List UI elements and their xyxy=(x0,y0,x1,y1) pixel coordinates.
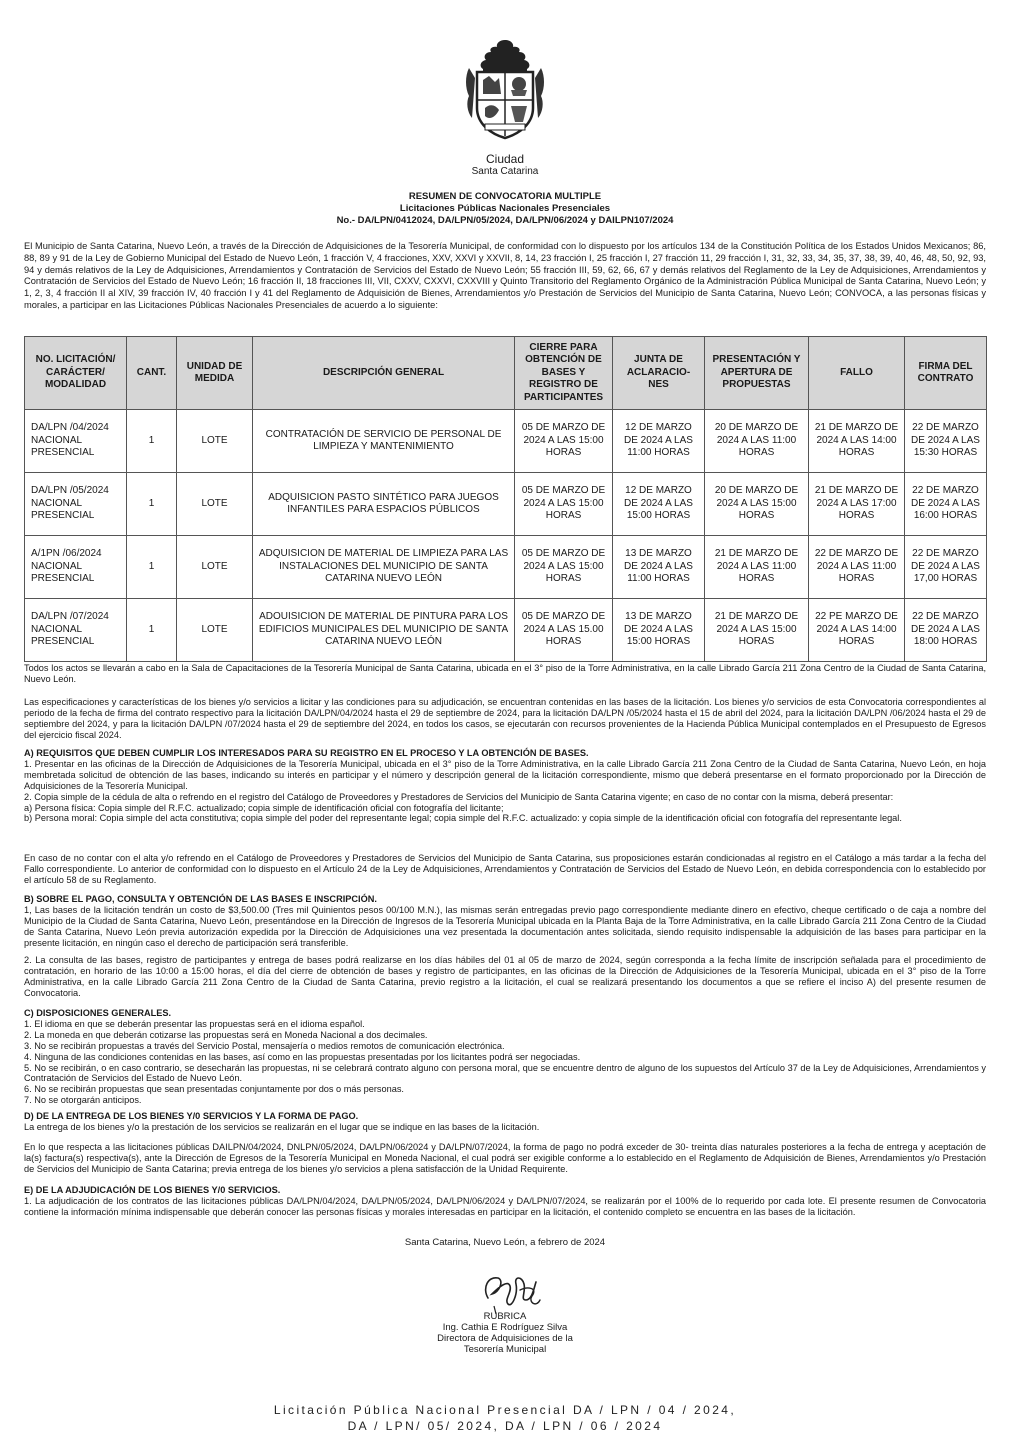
list-item: 7. No se otorgarán anticipos. xyxy=(24,1095,142,1106)
cell-descripcion: ADQUISICION PASTO SINTÉTICO PARA JUEGOS INFANTILES PARA ESPACIOS PÚBLICOS xyxy=(253,473,515,536)
section-a-title: A) REQUISITOS QUE DEBEN CUMPLIR LOS INTERESADOS PARA SU REGISTRO EN EL PROCESO Y LA OBTENCIÓN DE BASES. xyxy=(24,748,589,758)
cell-presentacion: 21 DE MARZO DE 2024 A LAS 11:00 HORAS xyxy=(705,536,809,599)
cell-firma: 22 DE MARZO DE 2024 A LAS 18:00 HORAS xyxy=(905,599,987,662)
col-header-firma: FIRMA DEL CONTRATO xyxy=(905,337,987,410)
section-a-item-1: 1. Presentar en las oficinas de la Dirección de Adquisiciones de la Tesorería Municipal, ubicada en el 3° piso de la Torre Administrativa, en la calle Librado García 211 Zona Centro de la Ciudad de Santa Catarina, Nuevo León, en hoja membretada solicitud de obtención de las bases, indicando su interés en participar y el número y descripción general de la licitación correspondiente, mismo que deberá presentarse en el formato proporcionado por la Dirección de Adquisiciones de la Tesorería Municipal. xyxy=(24,758,986,791)
cell-cantidad: 1 xyxy=(127,599,177,662)
city-name: Ciudad xyxy=(485,152,525,166)
catalog-paragraph: En caso de no contar con el alta y/o refrendo en el Catálogo de Proveedores y Prestadores de Servicios del Municipio de Santa Catarina, sus proposiciones estarán condicionadas al registro en el Catálogo a más tardar a la fecha del Fallo correspondiente. Lo anterior de conformidad con lo dispuesto en el Artículo 24 de la Ley de Adquisiciones, Arrendamientos y Contratación de Servicios del Estado de Nuevo León, en debida correspondencia con lo establecido por el artículo 58 de su Reglamento. xyxy=(24,853,986,885)
cell-unidad: LOTE xyxy=(177,410,253,473)
city-subtitle: Santa Catarina xyxy=(471,166,539,177)
section-b xyxy=(24,894,986,949)
cell-fallo: 21 DE MARZO DE 2024 A LAS 14:00 HORAS xyxy=(809,410,905,473)
section-c-title: C) DISPOSICIONES GENERALES. xyxy=(24,1008,172,1018)
list-item: 4. Ninguna de las condiciones contenidas en las bases, así como en las propuestas presentadas por los licitantes podrá ser negociadas. xyxy=(24,1051,581,1062)
cell-junta: 13 DE MARZO DE 2024 A LAS 11:00 HORAS xyxy=(613,536,705,599)
col-header-descripcion: DESCRIPCIÓN GENERAL xyxy=(253,337,515,410)
footer-line-2: DA / LPN/ 05/ 2024, DA / LPN / 06 / 2024 xyxy=(347,1419,663,1433)
document-subtitle: Licitaciones Públicas Nacionales Presenciales xyxy=(399,203,611,214)
intro-paragraph: El Municipio de Santa Catarina, Nuevo León, a través de la Dirección de Adquisiciones de la Tesorería Municipal, de conformidad con lo dispuesto por los artículos 134 de la Constitución Política de los Estados Unidos Mexicanos; 86, 88, 89 y 91 de la Ley de Gobierno Municipal del Estado de Nuevo León, 1 fracción V, 4 fracciones, XXV, XXVI y XXVII, 8, 14, 23 fracción I, 25 fracción I, 27 fracción 11, 29 fracción I, 31, 32, 33, 34, 35, 37, 38, 39, 40, 46, 48, 50, 92, 93, 94 y demás relativos de la Ley de Adquisiciones, Arrendamientos y Contratación de Servicios del Estado de Nuevo León; 55 fracción III, 59, 62, 66, 67 y demás relativos del Reglamento de la Ley de Adquisiciones, Arrendamientos y Contratación de Servicios del Estado de Nuevo León; 16 fracción II, 18 fracciones III, VII, CXXV, CXXVI, CXXVIII y Quinto Transitorio del Reglamento Orgánico de la Administración Pública Municipal de Santa Catarina, Nuevo León; y 1, 2, 3, 4 fracción II al XIV, 39 fracción IV, 40 fracción I y 41 del Reglamento de Adquisición de Bienes, Arrendamientos y/o Prestación de Servicios del Municipio de Santa Catarina, Nuevo León; CONVOCA, a las personas físicas y morales, a participar en las Licitaciones Públicas Nacionales Presenciales de acuerdo a lo siguiente: xyxy=(24,241,986,310)
cell-licitacion: A/1PN /06/2024 NACIONAL PRESENCIAL xyxy=(25,536,127,599)
list-item: 6. No se recibirán propuestas que sean presentadas conjuntamente por dos o más personas. xyxy=(24,1084,404,1095)
cell-fallo: 22 DE MARZO DE 2024 A LAS 11:00 HORAS xyxy=(809,536,905,599)
col-header-fallo: FALLO xyxy=(809,337,905,410)
section-c xyxy=(24,1008,986,1106)
signer-position: Directora de Adquisiciones de la xyxy=(437,1333,573,1344)
cell-cierre: 05 DE MARZO DE 2024 A LAS 15:00 HORAS xyxy=(515,410,613,473)
place-date: Santa Catarina, Nuevo León, a febrero de 2024 xyxy=(404,1237,606,1248)
section-d xyxy=(24,1111,986,1133)
table-row xyxy=(25,410,987,473)
section-e-item-1: 1. La adjudicación de los contratos de las licitaciones públicas DA/LPN/04/2024, DA/LPN/05/2024, DA/LPN/06/2024 y DA/LPN/07/2024, se realizarán por el 100% de lo requerido por cada lote. El presente resumen de Convocatoria contiene la información mínima indispensable que deberán conocer las personas físicas y morales interesadas en participar en la licitación, el contenido completo se encuentra en las bases de la licitación. xyxy=(24,1195,986,1217)
cell-junta: 12 DE MARZO DE 2024 A LAS 15:00 HORAS xyxy=(613,473,705,536)
cell-firma: 22 DE MARZO DE 2024 A LAS 16:00 HORAS xyxy=(905,473,987,536)
venue-paragraph: Todos los actos se llevarán a cabo en la Sala de Capacitaciones de la Tesorería Municipal de Santa Catarina, ubicada en el 3° piso de la Torre Administrativa, en la calle Librado García 211 Zona Centro de la Ciudad de Santa Catarina, Nuevo León. xyxy=(24,663,986,684)
cell-cantidad: 1 xyxy=(127,536,177,599)
signer-name: Ing. Cathia E Rodríguez Silva xyxy=(442,1322,568,1333)
coat-of-arms-icon xyxy=(463,38,547,140)
section-a-item-a: a) Persona física: Copia simple del R.F.C. actualizado; copia simple de identificación oficial con fotografía del licitante; xyxy=(24,802,504,813)
col-header-licitacion: NO. LICITACIÓN/ CARÁCTER/ MODALIDAD xyxy=(25,337,127,410)
signature-block xyxy=(360,1311,650,1355)
footer-line-1: Licitación Pública Nacional Presencial DA / LPN / 04 / 2024, xyxy=(273,1403,737,1417)
section-b-title: B) SOBRE EL PAGO, CONSULTA Y OBTENCIÓN DE LAS BASES E INSCRIPCIÓN. xyxy=(24,894,377,904)
section-a-item-2: 2. Copia simple de la cédula de alta o refrendo en el registro del Catálogo de Proveedores y Prestadores de Servicios del Municipio de Santa Catarina vigente; en caso de no contar con la misma, deberá presentar: xyxy=(24,791,894,802)
table-header-row xyxy=(25,337,987,410)
cell-junta: 12 DE MARZO DE 2024 A LAS 11:00 HORAS xyxy=(613,410,705,473)
cell-presentacion: 20 DE MARZO DE 2024 A LAS 11:00 HORAS xyxy=(705,410,809,473)
section-e-title: E) DE LA ADJUDICACIÓN DE LOS BIENES Y/0 SERVICIOS. xyxy=(24,1185,281,1195)
table-row xyxy=(25,536,987,599)
cell-cierre: 05 DE MARZO DE 2024 A LAS 15:00 HORAS xyxy=(515,473,613,536)
cell-unidad: LOTE xyxy=(177,599,253,662)
list-item: 2. La moneda en que deberán cotizarse las propuestas será en Moneda Nacional a dos decimales. xyxy=(24,1029,428,1040)
section-e xyxy=(24,1185,986,1218)
cell-presentacion: 20 DE MARZO DE 2024 A LAS 15:00 HORAS xyxy=(705,473,809,536)
cell-junta: 13 DE MARZO DE 2024 A LAS 15:00 HORAS xyxy=(613,599,705,662)
col-header-cantidad: CANT. xyxy=(127,337,177,410)
table-row xyxy=(25,473,987,536)
col-header-presentacion: PRESENTACIÓN Y APERTURA DE PROPUESTAS xyxy=(705,337,809,410)
cell-cierre: 05 DE MARZO DE 2024 A LAS 15.00 HORAS xyxy=(515,599,613,662)
section-a xyxy=(24,748,986,824)
cell-descripcion: ADOUISICION DE MATERIAL DE PINTURA PARA LOS EDIFICIOS MUNICIPALES DEL MUNICIPIO DE SANTA CATARINA NUEVO LEÓN xyxy=(253,599,515,662)
specifications-paragraph: Las especificaciones y características de los bienes y/o servicios a licitar y las condiciones para su adjudicación, se encuentran contenidas en las bases de la licitación. Los bienes y/o servicios de esta Convocatoria correspondientes al periodo de la fecha de firma del contrato respectivo para la licitación DA/LPN/04/2024 hasta el 29 de septiembre de 2024, para la licitación DA/LPN /05/2024 hasta el 15 de abril del 2024, para la licitación DA/LPN /06/2024 hasta el 29 de septiembre del 2024, y para la licitación DA/LPN /07/2024 hasta el 29 de septiembre del 2024, en todos los casos, se ejecutarán con recursos provenientes de la Hacienda Pública Municipal contemplados en el Presupuesto de Egresos del ejercicio fiscal 2024. xyxy=(24,697,986,740)
signature-icon xyxy=(474,1270,546,1316)
cell-fallo: 22 PE MARZO DE 2024 A LAS 14:00 HORAS xyxy=(809,599,905,662)
cell-descripcion: CONTRATACIÓN DE SERVICIO DE PERSONAL DE LIMPIEZA Y MANTENIMIENTO xyxy=(253,410,515,473)
list-item: 5. No se recibirán, o en caso contrario, se desecharán las propuestas, ni se celebrará contrato alguno con persona moral, que se encuentre dentro de alguno de los supuestos del Artículo 37 de la Ley de Adquisiciones, Arrendamientos y Contratación de Servicios del Estado de Nuevo León. xyxy=(24,1062,986,1084)
cell-presentacion: 21 DE MARZO DE 2024 A LAS 15:00 HORAS xyxy=(705,599,809,662)
cell-firma: 22 DE MARZO DE 2024 A LAS 15:30 HORAS xyxy=(905,410,987,473)
tender-table xyxy=(24,336,987,662)
list-item: 3. No se recibirán propuestas a través del Servicio Postal, mensajería o medios remotos de comunicación electrónica. xyxy=(24,1040,505,1051)
cell-cantidad: 1 xyxy=(127,410,177,473)
signer-department: Tesorería Municipal xyxy=(463,1344,547,1355)
rubrica-label: RUBRICA xyxy=(483,1311,527,1322)
section-d-delivery: La entrega de los bienes y/o la prestación de los servicios se realizarán en el lugar que se indique en las bases de la licitación. xyxy=(24,1121,540,1132)
section-a-item-b: b) Persona moral: Copia simple del acta constitutiva; copia simple del poder del representante legal; copia simple del R.F.C. actualizado: y copia simple de la identificación oficial con fotografía del representante legal. xyxy=(24,813,902,824)
tender-numbers: No.- DA/LPN/0412024, DA/LPN/05/2024, DA/LPN/06/2024 y DAILPN107/2024 xyxy=(336,215,674,226)
document-title: RESUMEN DE CONVOCATORIA MULTIPLE xyxy=(408,191,602,202)
cell-unidad: LOTE xyxy=(177,536,253,599)
cell-cantidad: 1 xyxy=(127,473,177,536)
col-header-unidad: UNIDAD DE MEDIDA xyxy=(177,337,253,410)
col-header-junta: JUNTA DE ACLARACIO-NES xyxy=(613,337,705,410)
cell-unidad: LOTE xyxy=(177,473,253,536)
list-item: 1. El idioma en que se deberán presentar las propuestas será en el idioma español. xyxy=(24,1018,365,1029)
cell-firma: 22 DE MARZO DE 2024 A LAS 17,00 HORAS xyxy=(905,536,987,599)
cell-licitacion: DA/LPN /05/2024 NACIONAL PRESENCIAL xyxy=(25,473,127,536)
cell-cierre: 05 DE MARZO DE 2024 A LAS 15:00 HORAS xyxy=(515,536,613,599)
section-d-title: D) DE LA ENTREGA DE LOS BIENES Y/0 SERVICIOS Y LA FORMA DE PAGO. xyxy=(24,1111,359,1121)
cell-licitacion: DA/LPN /04/2024 NACIONAL PRESENCIAL xyxy=(25,410,127,473)
cell-licitacion: DA/LPN /07/2024 NACIONAL PRESENCIAL xyxy=(25,599,127,662)
col-header-cierre: CIERRE PARA OBTENCIÓN DE BASES Y REGISTRO DE PARTICIPANTES xyxy=(515,337,613,410)
cell-fallo: 21 DE MARZO DE 2024 A LAS 17:00 HORAS xyxy=(809,473,905,536)
cell-descripcion: ADQUISICION DE MATERIAL DE LIMPIEZA PARA LAS INSTALACIONES DEL MUNICIPIO DE SANTA CATARINA NUEVO LEÓN xyxy=(253,536,515,599)
section-b-item-2: 2. La consulta de las bases, registro de participantes y entrega de bases podrá realizarse en los días hábiles del 01 al 05 de marzo de 2024, según corresponda a la fecha límite de inscripción señalada para el procedimiento de contratación, en horario de las 10:00 a 15:00 horas, el día del cierre de obtención de bases y registro de participantes, en las oficinas de la Dirección de Adquisiciones de la Tesorería Municipal, ubicada en el 3° piso de la Torre Administrativa, en la calle Librado García 211 Zona Centro de la Ciudad de Santa Catarina, previo registro a la licitación, el cual se realizará presentando los documentos a que se refiere el inciso A) del presente resumen de Convocatoria. xyxy=(24,955,986,998)
section-b-item-1: 1, Las bases de la licitación tendrán un costo de $3,500.00 (Tres mil Quinientos pesos 00/100 M.N.), las mismas serán entregadas previo pago correspondiente mediante dinero en efectivo, cheque certificado o de caja a nombre del Municipio de la Ciudad de Santa Catarina, Nuevo León, presentándose en la Dirección de Ingresos de la Tesorería Municipal ubicada en la Planta Baja de la Torre Administrativa, en la calle Librado García 211 Zona Centro de la Ciudad de Santa Catarina, Nuevo León previa autorización expedida por la Dirección de Adquisiciones una vez presentada la documentación antes solicitada, siendo requisito indispensable la adquisición de las bases para participar en la presente licitación, en ningún caso el derecho de participación será transferible. xyxy=(24,904,986,948)
table-row xyxy=(25,599,987,662)
section-d-payment: En lo que respecta a las licitaciones públicas DAILPN/04/2024, DNLPN/05/2024, DA/LPN/06/2024 y DA/LPN/07/2024, la forma de pago no podrá exceder de 30- treinta días naturales posteriores a la fecha de entrega y aceptación de la(s) factura(s) respectiva(s), ante la Dirección de Egresos de la Tesorería Municipal en Moneda Nacional, el cual podrá ser exigible conforme a lo establecido en el Reglamento de Adquisición de Bienes, Arrendamientos y/o Prestación de Servicios del Municipio de Santa Catarina; previa entrega de los bienes y/o servicios a plena satisfacción de la Unidad Requirente. xyxy=(24,1142,986,1174)
